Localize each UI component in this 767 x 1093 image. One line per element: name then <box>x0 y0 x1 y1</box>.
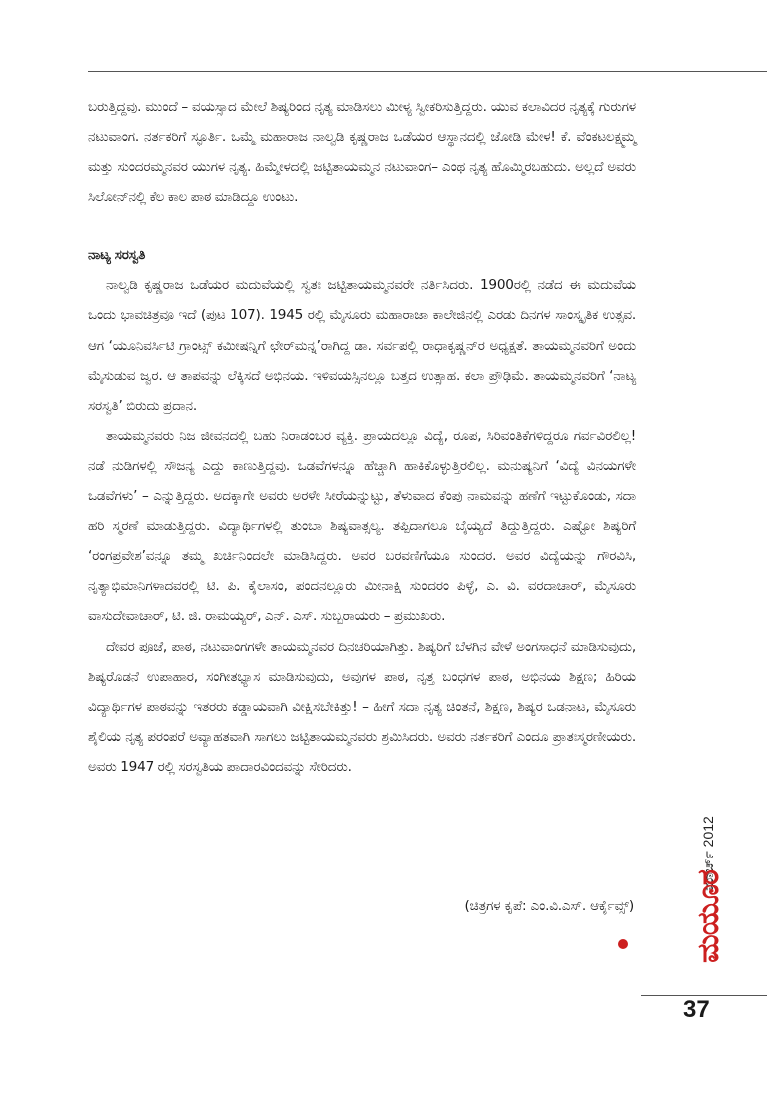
logo-dot-icon <box>618 939 628 949</box>
article-paragraph: ನಾಲ್ವಡಿ ಕೃಷ್ಣರಾಜ ಒಡೆಯರ ಮದುವೆಯಲ್ಲಿ ಸ್ವತಃ ಜಟ್ಟಿತಾಯಮ್ಮನವರೇ ನರ್ತಿಸಿದರು. 1900ರಲ್ಲಿ ನಡೆದ ಈ ಮದುವೆಯ ಒಂದು ಭಾವಚಿತ್ರವೂ ಇದೆ (ಪುಟ 107). 1945 ರಲ್ಲಿ ಮೈಸೂರು ಮಹಾರಾಜಾ ಕಾಲೇಜಿನಲ್ಲಿ ಎರಡು ದಿನಗಳ ಸಾಂಸ್ಕೃತಿಕ ಉತ್ಸವ. ಆಗ ‘ಯೂನಿವರ್ಸಿಟಿ ಗ್ರಾಂಟ್ಸ್ ಕಮೀಷನ್ನಿಗೆ ಛೇರ್‌ಮನ್ನ’ರಾಗಿದ್ದ ಡಾ. ಸರ್ವಪಲ್ಲಿ ರಾಧಾಕೃಷ್ಣನ್‌ರ ಅಧ್ಯಕ್ಷತೆ. ತಾಯಮ್ಮನವರಿಗೆ ಅಂದು ಮೈಸುಡುವ ಜ್ವರ. ಆ ತಾಪವನ್ನು ಲೆಕ್ಕಿಸದೆ ಅಭಿನಯ. ಇಳಿವಯಸ್ಸಿನಲ್ಲೂ ಬತ್ತದ ಉತ್ಸಾಹ. ಕಲಾ ಪ್ರೌಢಿಮೆ. ತಾಯಮ್ಮನವರಿಗೆ ‘ನಾಟ್ಯ ಸರಸ್ವತಿ’ ಬಿರುದು ಪ್ರದಾನ. <box>88 277 636 414</box>
header-rule <box>88 71 767 72</box>
section-heading: ನಾಟ್ಯ ಸರಸ್ವತಿ <box>88 247 146 264</box>
intro-paragraph: ಬರುತ್ತಿದ್ದವು. ಮುಂದೆ – ವಯಸ್ಸಾದ ಮೇಲೆ ಶಿಷ್ಯರಿಂದ ನೃತ್ಯ ಮಾಡಿಸಲು ಮೀಳ್ಯ ಸ್ವೀಕರಿಸುತ್ತಿದ್ದರು. ಯುವ ಕಲಾವಿದರ ನೃತ್ಯಕ್ಕೆ ಗುರುಗಳ ನಟುವಾಂಗ. ನರ್ತಕರಿಗೆ ಸ್ಫೂರ್ತಿ. ಒಮ್ಮೆ ಮಹಾರಾಜ ನಾಲ್ವಡಿ ಕೃಷ್ಣರಾಜ ಒಡೆಯರ ಆಸ್ಥಾನದಲ್ಲಿ ಜೋಡಿ ಮೇಳ! ಕೆ. ವೆಂಕಟಲಕ್ಷ್ಮಮ್ಮ ಮತ್ತು ಸುಂದರಮ್ಮನವರ ಯುಗಳ ನೃತ್ಯ. ಹಿಮ್ಮೇಳದಲ್ಲಿ ಜಟ್ಟಿತಾಯಮ್ಮನ ನಟುವಾಂಗ– ಎಂಥ ನೃತ್ಯ ಹೊಮ್ಮಿರಬಹುದು. ಅಲ್ಲದೆ ಅವರು ಸಿಲೋನ್‌ನಲ್ಲಿ ಕೆಲ ಕಾಲ ಪಾಠ ಮಾಡಿದ್ದೂ ಉಂಟು. <box>88 99 636 206</box>
page-number: 37 <box>683 996 710 1023</box>
article-paragraph: ತಾಯಮ್ಮನವರು ನಿಜ ಜೀವನದಲ್ಲಿ ಬಹು ನಿರಾಡಂಬರ ವ್ಯಕ್ತಿ. ಪ್ರಾಯದಲ್ಲೂ ವಿದ್ಯೆ, ರೂಪ, ಸಿರಿವಂತಿಕೆಗಳಿದ್ದರೂ ಗರ್ವವಿರಲಿಲ್ಲ! ನಡೆ ನುಡಿಗಳಲ್ಲಿ ಸೌಜನ್ಯ ಎದ್ದು ಕಾಣುತ್ತಿದ್ದವು. ಒಡವೆಗಳನ್ನೂ ಹೆಚ್ಚಾಗಿ ಹಾಕಿಕೊಳ್ಳುತ್ತಿರಲಿಲ್ಲ. ಮನುಷ್ಯನಿಗೆ ‘ವಿದ್ಯೆ ವಿನಯಗಳೇ ಒಡವೆಗಳು’ – ಎನ್ನುತ್ತಿದ್ದರು. ಅದಕ್ಕಾಗೇ ಅವರು ಅರಳೇ ಸೀರೆಯನ್ನುಟ್ಟು, ತೆಳುವಾದ ಕೆಂಪು ನಾಮವನ್ನು ಹಣೆಗೆ ಇಟ್ಟುಕೊಂಡು, ಸದಾ ಹರಿ ಸ್ಮರಣೆ ಮಾಡುತ್ತಿದ್ದರು. ವಿದ್ಯಾರ್ಥಿಗಳಲ್ಲಿ ತುಂಬಾ ಶಿಷ್ಯವಾತ್ಸಲ್ಯ. ತಪ್ಪಿದಾಗಲೂ ಬೈಯ್ಯದೆ ತಿದ್ದುತ್ತಿದ್ದರು. ಎಷ್ಟೋ ಶಿಷ್ಯರಿಗೆ ‘ರಂಗಪ್ರವೇಶ’ವನ್ನೂ ತಮ್ಮ ಖರ್ಚಿನಿಂದಲೇ ಮಾಡಿಸಿದ್ದರು. ಅವರ ಬರವಣಿಗೆಯೂ ಸುಂದರ. ಅವರ ವಿದ್ಯೆಯನ್ನು ಗೌರವಿಸಿ, ನೃತ್ಯಾಭಿಮಾನಿಗಳಾದವರಲ್ಲಿ ಟಿ. ಪಿ. ಕೈಲಾಸಂ, ಪಂದನಲ್ಲೂರು ಮೀನಾಕ್ಷಿ ಸುಂದರಂ ಪಿಳ್ಳೆ, ಎ. ವಿ. ವರದಾಚಾರ್, ಮೈಸೂರು ವಾಸುದೇವಾಚಾರ್, ಟಿ. ಜಿ. ರಾಮಯ್ಯರ್, ಎನ್. ಎಸ್. ಸುಬ್ಬರಾಯರು – ಪ್ರಮುಖರು. <box>88 427 636 625</box>
issue-date-text: ಮಾರ್ಚ್ 2012 <box>699 815 716 891</box>
magazine-logo-text: ಮಯೂರ <box>690 869 726 963</box>
magazine-logo <box>683 869 733 963</box>
article-body <box>88 92 636 782</box>
photo-credit: (ಚಿತ್ರಗಳ ಕೃಪೆ: ಎಂ.ವಿ.ಎಸ್. ಆರ್ಕೈವ್ಸ್) <box>464 898 634 914</box>
article-paragraph: ದೇವರ ಪೂಜೆ, ಪಾಠ, ನಟುವಾಂಗಗಳೇ ತಾಯಮ್ಮನವರ ದಿನಚರಿಯಾಗಿತ್ತು. ಶಿಷ್ಯರಿಗೆ ಬೆಳಗಿನ ವೇಳೆ ಅಂಗಸಾಧನೆ ಮಾಡಿಸುವುದು, ಶಿಷ್ಯರೊಡನೆ ಉಪಾಹಾರ, ಸಂಗೀತಭ್ಯಾಸ ಮಾಡಿಸುವುದು, ಅವುಗಳ ಪಾಠ, ನೃತ್ತ ಬಂಧಗಳ ಪಾಠ, ಅಭಿನಯ ಶಿಕ್ಷಣ; ಹಿರಿಯ ವಿದ್ಯಾರ್ಥಿಗಳ ಪಾಠವನ್ನು ಇತರರು ಕಡ್ಡಾಯವಾಗಿ ವೀಕ್ಷಿಸಬೇಕಿತ್ತು! – ಹೀಗೆ ಸದಾ ನೃತ್ಯ ಚಿಂತನೆ, ಶಿಕ್ಷಣ, ಶಿಷ್ಯರ ಒಡನಾಟ, ಮೈಸೂರು ಶೈಲಿಯ ನೃತ್ಯ ಪರಂಪರೆ ಅವ್ಯಾಹತವಾಗಿ ಸಾಗಲು ಜಟ್ಟಿತಾಯಮ್ಮನವರು ಶ್ರಮಿಸಿದರು. ಅವರು ನರ್ತಕರಿಗೆ ಎಂದೂ ಪ್ರಾತಃಸ್ಮರಣೀಯರು. ಅವರು 1947 ರಲ್ಲಿ ಸರಸ್ವತಿಯ ಪಾದಾರವಿಂದವನ್ನು ಸೇರಿದರು. <box>88 638 636 775</box>
